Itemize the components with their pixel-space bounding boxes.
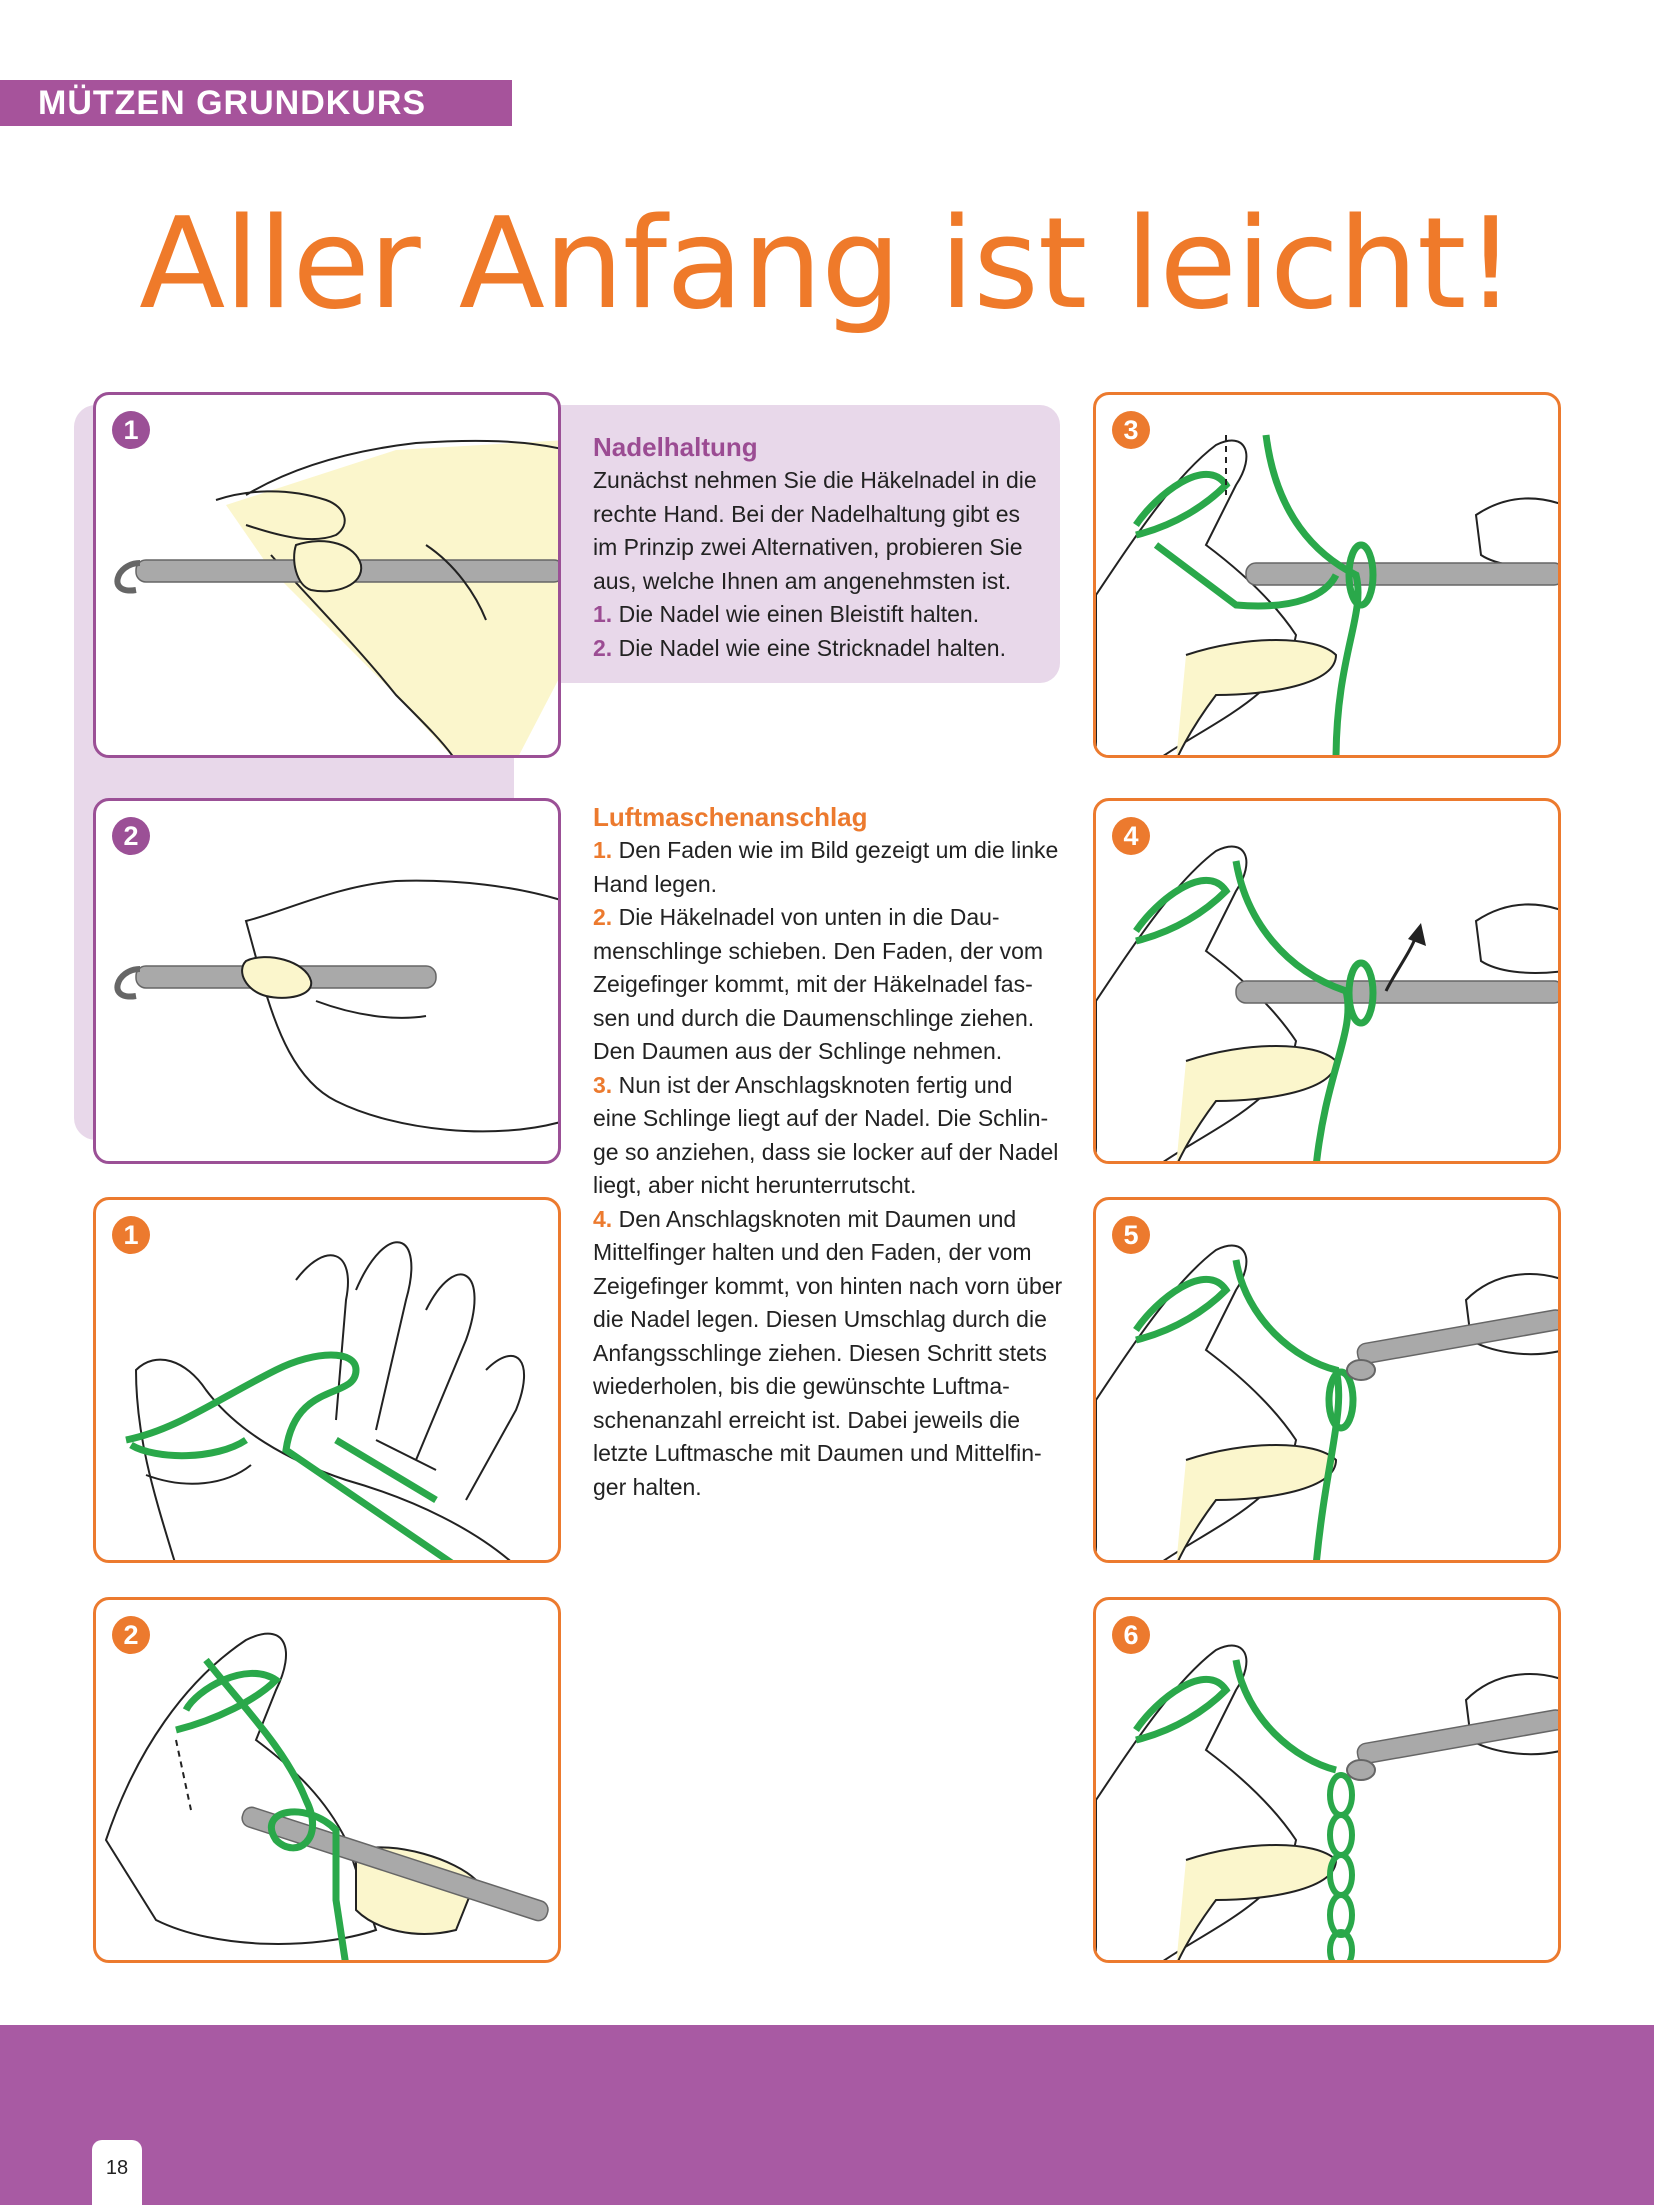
hand-holding-needle-pencil-icon [96, 395, 561, 758]
panel-chain-step-6 [1093, 1597, 1561, 1963]
page-number: 18 [92, 2140, 142, 2205]
step-badge: 3 [1112, 411, 1150, 449]
text-line: Anfangsschlinge ziehen. Diesen Schritt stets [593, 1339, 1047, 1366]
step-badge: 2 [112, 1616, 150, 1654]
text-line: eine Schlinge liegt auf der Nadel. Die Schlin- [593, 1105, 1049, 1131]
item-text: Die Nadel wie eine Stricknadel halten. [618, 634, 1006, 661]
panel-needle-grip-2 [93, 798, 561, 1164]
text-line: im Prinzip zwei Alternativen, probieren Sie [593, 534, 1023, 560]
text-line: Zeigefinger kommt, mit der Häkelnadel fas- [593, 971, 1033, 997]
item-text: Die Nadel wie einen Bleistift halten. [618, 601, 980, 627]
footer-band [0, 2025, 1654, 2205]
step-badge: 2 [112, 817, 150, 855]
step-badge: 5 [1112, 1216, 1150, 1254]
text-line: Hand legen. [593, 870, 718, 897]
hand-holding-needle-knife-icon [96, 801, 561, 1164]
slip-knot-on-needle-icon [1096, 395, 1561, 758]
text-line [593, 901, 1063, 935]
text-line: Zunächst nehmen Sie die Häkelnadel in die [593, 467, 1037, 493]
luftmaschen-heading: Luftmaschenanschlag [593, 802, 868, 832]
luftmaschen-text [593, 800, 1063, 1504]
step-badge: 1 [112, 1216, 150, 1254]
step-badge: 4 [1112, 817, 1150, 855]
text-line: Mittelfinger halten und den Faden, der vom [593, 1239, 1032, 1265]
text-line: letzte Luftmasche mit Daumen und Mittelfin- [593, 1440, 1042, 1466]
text-line: menschlinge schieben. Den Faden, der vom [593, 937, 1044, 964]
panel-chain-step-1 [93, 1197, 561, 1563]
step-text: Den Faden wie im Bild gezeigt um die linke [618, 837, 1059, 863]
text-line: liegt, aber nicht herunterrutscht. [593, 1172, 917, 1198]
panel-needle-grip-1 [93, 392, 561, 758]
list-item [593, 598, 1063, 632]
text-line [593, 1203, 1063, 1237]
section-tag: MÜTZEN GRUNDKURS [0, 80, 512, 126]
chain-of-stitches-icon [1096, 1600, 1561, 1963]
panel-chain-step-3 [1093, 392, 1561, 758]
step-text: Nun ist der Anschlagsknoten fertig und [618, 1071, 1013, 1098]
text-line: aus, welche Ihnen am angenehmsten ist. [593, 567, 1012, 594]
step-number: 3. [593, 1071, 613, 1098]
step-badge: 6 [1112, 1616, 1150, 1654]
step-number: 1. [593, 837, 613, 863]
nadelhaltung-text [593, 430, 1063, 665]
hand-wrapping-yarn-icon [96, 1200, 561, 1563]
text-line [593, 1069, 1063, 1103]
item-number: 1. [593, 601, 613, 627]
text-line: rechte Hand. Bei der Nadelhaltung gibt es [593, 500, 1021, 527]
text-line: ge so anziehen, dass sie locker auf der Nadel [593, 1138, 1059, 1165]
text-line: wiederholen, bis die gewünschte Luftma- [593, 1373, 1010, 1399]
text-line: die Nadel legen. Diesen Umschlag durch die [593, 1306, 1047, 1332]
yarn-over-needle-icon [1096, 801, 1561, 1164]
page-title: Aller Anfang ist leicht! [139, 190, 1515, 337]
chain-stitch-pull-through-icon [1096, 1200, 1561, 1563]
text-line: ger halten. [593, 1473, 702, 1500]
text-line: schenanzahl erreicht ist. Dabei jeweils die [593, 1406, 1020, 1433]
panel-chain-step-2 [93, 1597, 561, 1963]
nadelhaltung-heading: Nadelhaltung [593, 432, 758, 462]
needle-through-thumb-loop-icon [96, 1600, 561, 1963]
step-text: Den Anschlagsknoten mit Daumen und [618, 1205, 1017, 1232]
step-text: Die Häkelnadel von unten in die Dau- [618, 904, 1000, 930]
step-number: 4. [593, 1205, 613, 1232]
step-badge: 1 [112, 411, 150, 449]
text-line [593, 834, 1063, 868]
item-number: 2. [593, 634, 613, 661]
text-line: Den Daumen aus der Schlinge nehmen. [593, 1038, 1003, 1064]
text-line: sen und durch die Daumenschlinge ziehen. [593, 1004, 1035, 1031]
panel-chain-step-4 [1093, 798, 1561, 1164]
list-item [593, 632, 1063, 666]
panel-chain-step-5 [1093, 1197, 1561, 1563]
step-number: 2. [593, 904, 613, 930]
text-line: Zeigefinger kommt, von hinten nach vorn über [593, 1272, 1063, 1299]
